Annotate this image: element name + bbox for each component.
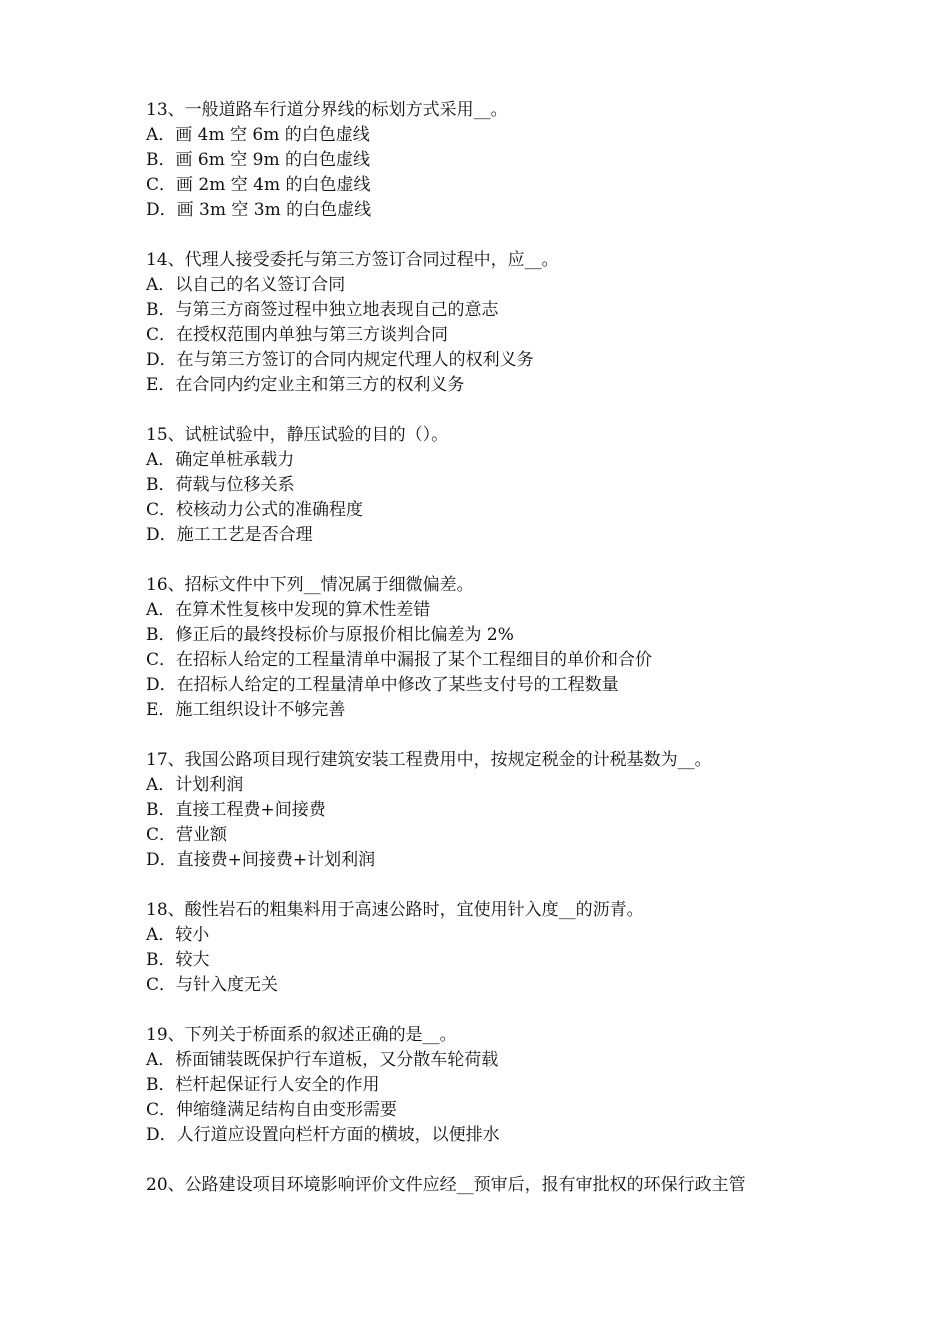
question-17 (146, 748, 846, 873)
question-20 (146, 1173, 846, 1198)
option-a: A．较小 (146, 925, 210, 945)
question-stem: 19、下列关于桥面系的叙述正确的是__。 (146, 1025, 457, 1045)
question-stem: 16、招标文件中下列__情况属于细微偏差。 (146, 575, 474, 595)
question-15 (146, 423, 846, 548)
question-14 (146, 248, 846, 398)
option-d: D．施工工艺是否合理 (146, 525, 313, 545)
option-b: B．栏杆起保证行人安全的作用 (146, 1075, 380, 1095)
option-b: B．与第三方商签过程中独立地表现自己的意志 (146, 300, 499, 320)
option-a: A．确定单桩承载力 (146, 450, 295, 470)
option-b: B．修正后的最终投标价与原报价相比偏差为 2% (146, 625, 514, 645)
question-16 (146, 573, 846, 723)
option-d: D．人行道应设置向栏杆方面的横坡，以便排水 (146, 1125, 500, 1145)
option-c: C．伸缩缝满足结构自由变形需要 (146, 1100, 398, 1120)
option-a: A．在算术性复核中发现的算术性差错 (146, 600, 431, 620)
option-d: D．画 3m 空 3m 的白色虚线 (146, 200, 372, 220)
option-b: B．画 6m 空 9m 的白色虚线 (146, 150, 370, 170)
option-c: C．在招标人给定的工程量清单中漏报了某个工程细目的单价和合价 (146, 650, 653, 670)
option-c: C．画 2m 空 4m 的白色虚线 (146, 175, 371, 195)
option-b: B．较大 (146, 950, 210, 970)
question-18 (146, 898, 846, 998)
option-c: C．在授权范围内单独与第三方谈判合同 (146, 325, 449, 345)
option-c: C．营业额 (146, 825, 228, 845)
option-e: E．在合同内约定业主和第三方的权利义务 (146, 375, 465, 395)
option-a: A．桥面铺装既保护行车道板，又分散车轮荷载 (146, 1050, 499, 1070)
option-a: A．画 4m 空 6m 的白色虚线 (146, 125, 370, 145)
option-a: A．以自己的名义签订合同 (146, 275, 346, 295)
option-e: E．施工组织设计不够完善 (146, 700, 346, 720)
question-list (146, 98, 846, 1223)
option-a: A．计划利润 (146, 775, 244, 795)
option-b: B．直接工程费+间接费 (146, 800, 326, 820)
question-stem: 20、公路建设项目环境影响评价文件应经__预审后，报有审批权的环保行政主管 (146, 1175, 746, 1195)
option-d: D．直接费+间接费+计划利润 (146, 850, 376, 870)
question-13 (146, 98, 846, 223)
option-c: C．与针入度无关 (146, 975, 279, 995)
option-d: D．在招标人给定的工程量清单中修改了某些支付号的工程数量 (146, 675, 619, 695)
question-stem: 13、一般道路车行道分界线的标划方式采用__。 (146, 100, 508, 120)
option-c: C．校核动力公式的准确程度 (146, 500, 364, 520)
option-d: D．在与第三方签订的合同内规定代理人的权利义务 (146, 350, 534, 370)
question-stem: 18、酸性岩石的粗集料用于高速公路时，宜使用针入度__的沥青。 (146, 900, 644, 920)
question-stem: 14、代理人接受委托与第三方签订合同过程中，应__。 (146, 250, 559, 270)
option-b: B．荷载与位移关系 (146, 475, 295, 495)
question-stem: 17、我国公路项目现行建筑安装工程费用中，按规定税金的计税基数为__。 (146, 750, 712, 770)
question-stem: 15、试桩试验中，静压试验的目的（）。 (146, 425, 449, 445)
question-19 (146, 1023, 846, 1148)
